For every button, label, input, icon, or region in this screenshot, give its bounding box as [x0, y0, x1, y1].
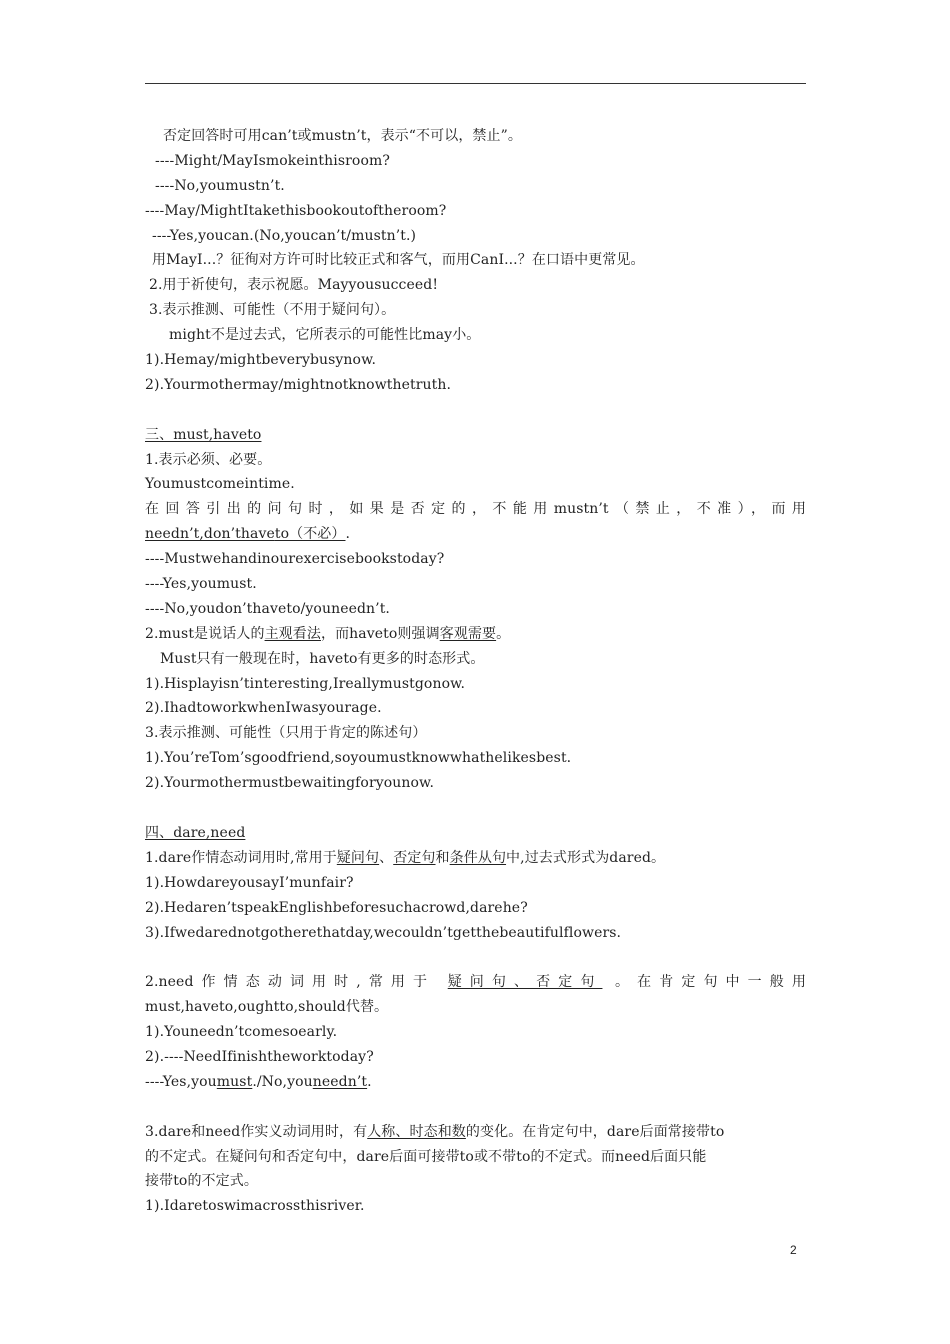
underlined-phrase: needn’t,don’thaveto（不必）: [145, 526, 346, 543]
text-line: 否定回答时可用can’t或mustn’t，表示“不可以，禁止”。: [163, 128, 522, 144]
text-line: ----May/MightItakethisbookoutoftheroom?: [145, 202, 447, 219]
text-line: ----Mustwehandinourexercisebookstoday?: [145, 551, 445, 568]
text-line: Youmustcomeintime.: [145, 476, 295, 493]
text-line: ----No,youmustn’t.: [155, 177, 285, 194]
text-line: 1).Hisplayisn’tinteresting,Ireallymustgonow.: [145, 675, 466, 692]
text-line: 2.need作情态动词用时,常用于 疑问句、否定句 。在肯定句中一般用: [145, 974, 806, 991]
text-line: 2).IhadtoworkwhenIwasyourage.: [145, 700, 382, 717]
underlined-phrase: 人称、时态和数: [367, 1123, 466, 1140]
text-line: 用MayI...？征徇对方许可时比较正式和客气，而用CanI...？在口语中更常见。: [152, 252, 645, 269]
page-number: 2: [790, 1243, 797, 1257]
text-line: 1).Youneedn’tcomesoearly.: [145, 1024, 338, 1041]
text-line: 3).Ifwedarednotgotherethatday,wecouldn’tgetthebeautifulflowers.: [145, 924, 622, 941]
underlined-phrase: must: [216, 1073, 253, 1090]
text-line: might不是过去式，它所表示的可能性比may小。: [169, 327, 481, 344]
text-line: 3.表示推测、可能性（只用于肯定的陈述句）: [145, 725, 427, 742]
text-line: 1).Idaretoswimacrossthisriver.: [145, 1198, 365, 1215]
text-line: 2).Yourmothermustbewaitingforyounow.: [145, 775, 435, 792]
text-line: 2).Hedaren’tspeakEnglishbeforesuchacrowd,darehe?: [145, 899, 528, 916]
underlined-phrase: needn’t: [312, 1073, 368, 1090]
text-line: ----Yes,youcan.(No,youcan’t/mustn’t.): [152, 227, 417, 244]
text-line: 2.用于祈使句，表示祝愿。Mayyousucceed!: [149, 277, 439, 294]
text-line: ----No,youdon’thaveto/youneedn’t.: [145, 600, 390, 617]
header-rule: [145, 83, 806, 84]
section-heading-dare-need: [145, 821, 806, 846]
text-line: 2).Yourmothermay/mightnotknowthetruth.: [145, 376, 452, 393]
text-line: 1).Hemay/mightbeverybusynow.: [145, 352, 377, 369]
text-line: 3.表示推测、可能性（不用于疑问句）。: [149, 302, 396, 319]
underlined-phrase: 否定句: [393, 849, 436, 866]
section-heading-text: 四、dare,need: [145, 824, 246, 841]
text-line: 3.dare和need作实义动词用时，有人称、时态和数的变化。在肯定句中，dare后面常接带to: [145, 1123, 725, 1140]
underlined-phrase: 疑问句: [336, 849, 380, 866]
text-line: 在回答引出的问句时，如果是否定的，不能用mustn’t（禁止，不准），而用: [145, 501, 806, 518]
underlined-phrase: 主观看法: [264, 625, 321, 642]
underlined-phrase: 客观需要: [439, 625, 497, 642]
text-line: 的不定式。在疑问句和否定句中，dare后面可接带to或不带to的不定式。而need后面只能: [145, 1148, 707, 1165]
text-line: 2).----NeedIfinishtheworktoday?: [145, 1048, 374, 1065]
text-line: must,haveto,oughtto,should代替。: [145, 999, 389, 1016]
text-line: Must只有一般现在时，haveto有更多的时态形式。: [160, 650, 485, 667]
section-heading-must-haveto: [145, 423, 806, 448]
section-heading-text: 三、must,haveto: [145, 426, 262, 443]
text-line: ----Yes,youmust.: [145, 576, 257, 593]
text-line: 1).You’reTom’sgoodfriend,soyoumustknowwhathelikesbest.: [145, 750, 572, 767]
text-line: ----Yes,youmust./No,youneedn’t.: [145, 1073, 372, 1090]
text-line: ----Might/MayIsmokeinthisroom?: [155, 152, 390, 169]
underlined-phrase: 条件从句: [449, 849, 507, 866]
text-line: 1).HowdareyousayI’munfair?: [145, 874, 354, 891]
text-line: 1.dare作情态动词用时,常用于疑问句、否定句和条件从句中,过去式形式为dared。: [145, 849, 666, 866]
underlined-phrase: 疑问句、否定句: [447, 974, 603, 991]
text-line: 2.must是说话人的主观看法，而haveto则强调客观需要。: [145, 625, 511, 642]
text-line: needn’t,don’thaveto（不必）.: [145, 526, 351, 543]
document-body: [145, 124, 806, 1219]
text-line: 接带to的不定式。: [145, 1173, 258, 1190]
text-line: 1.表示必须、必要。: [145, 451, 272, 468]
